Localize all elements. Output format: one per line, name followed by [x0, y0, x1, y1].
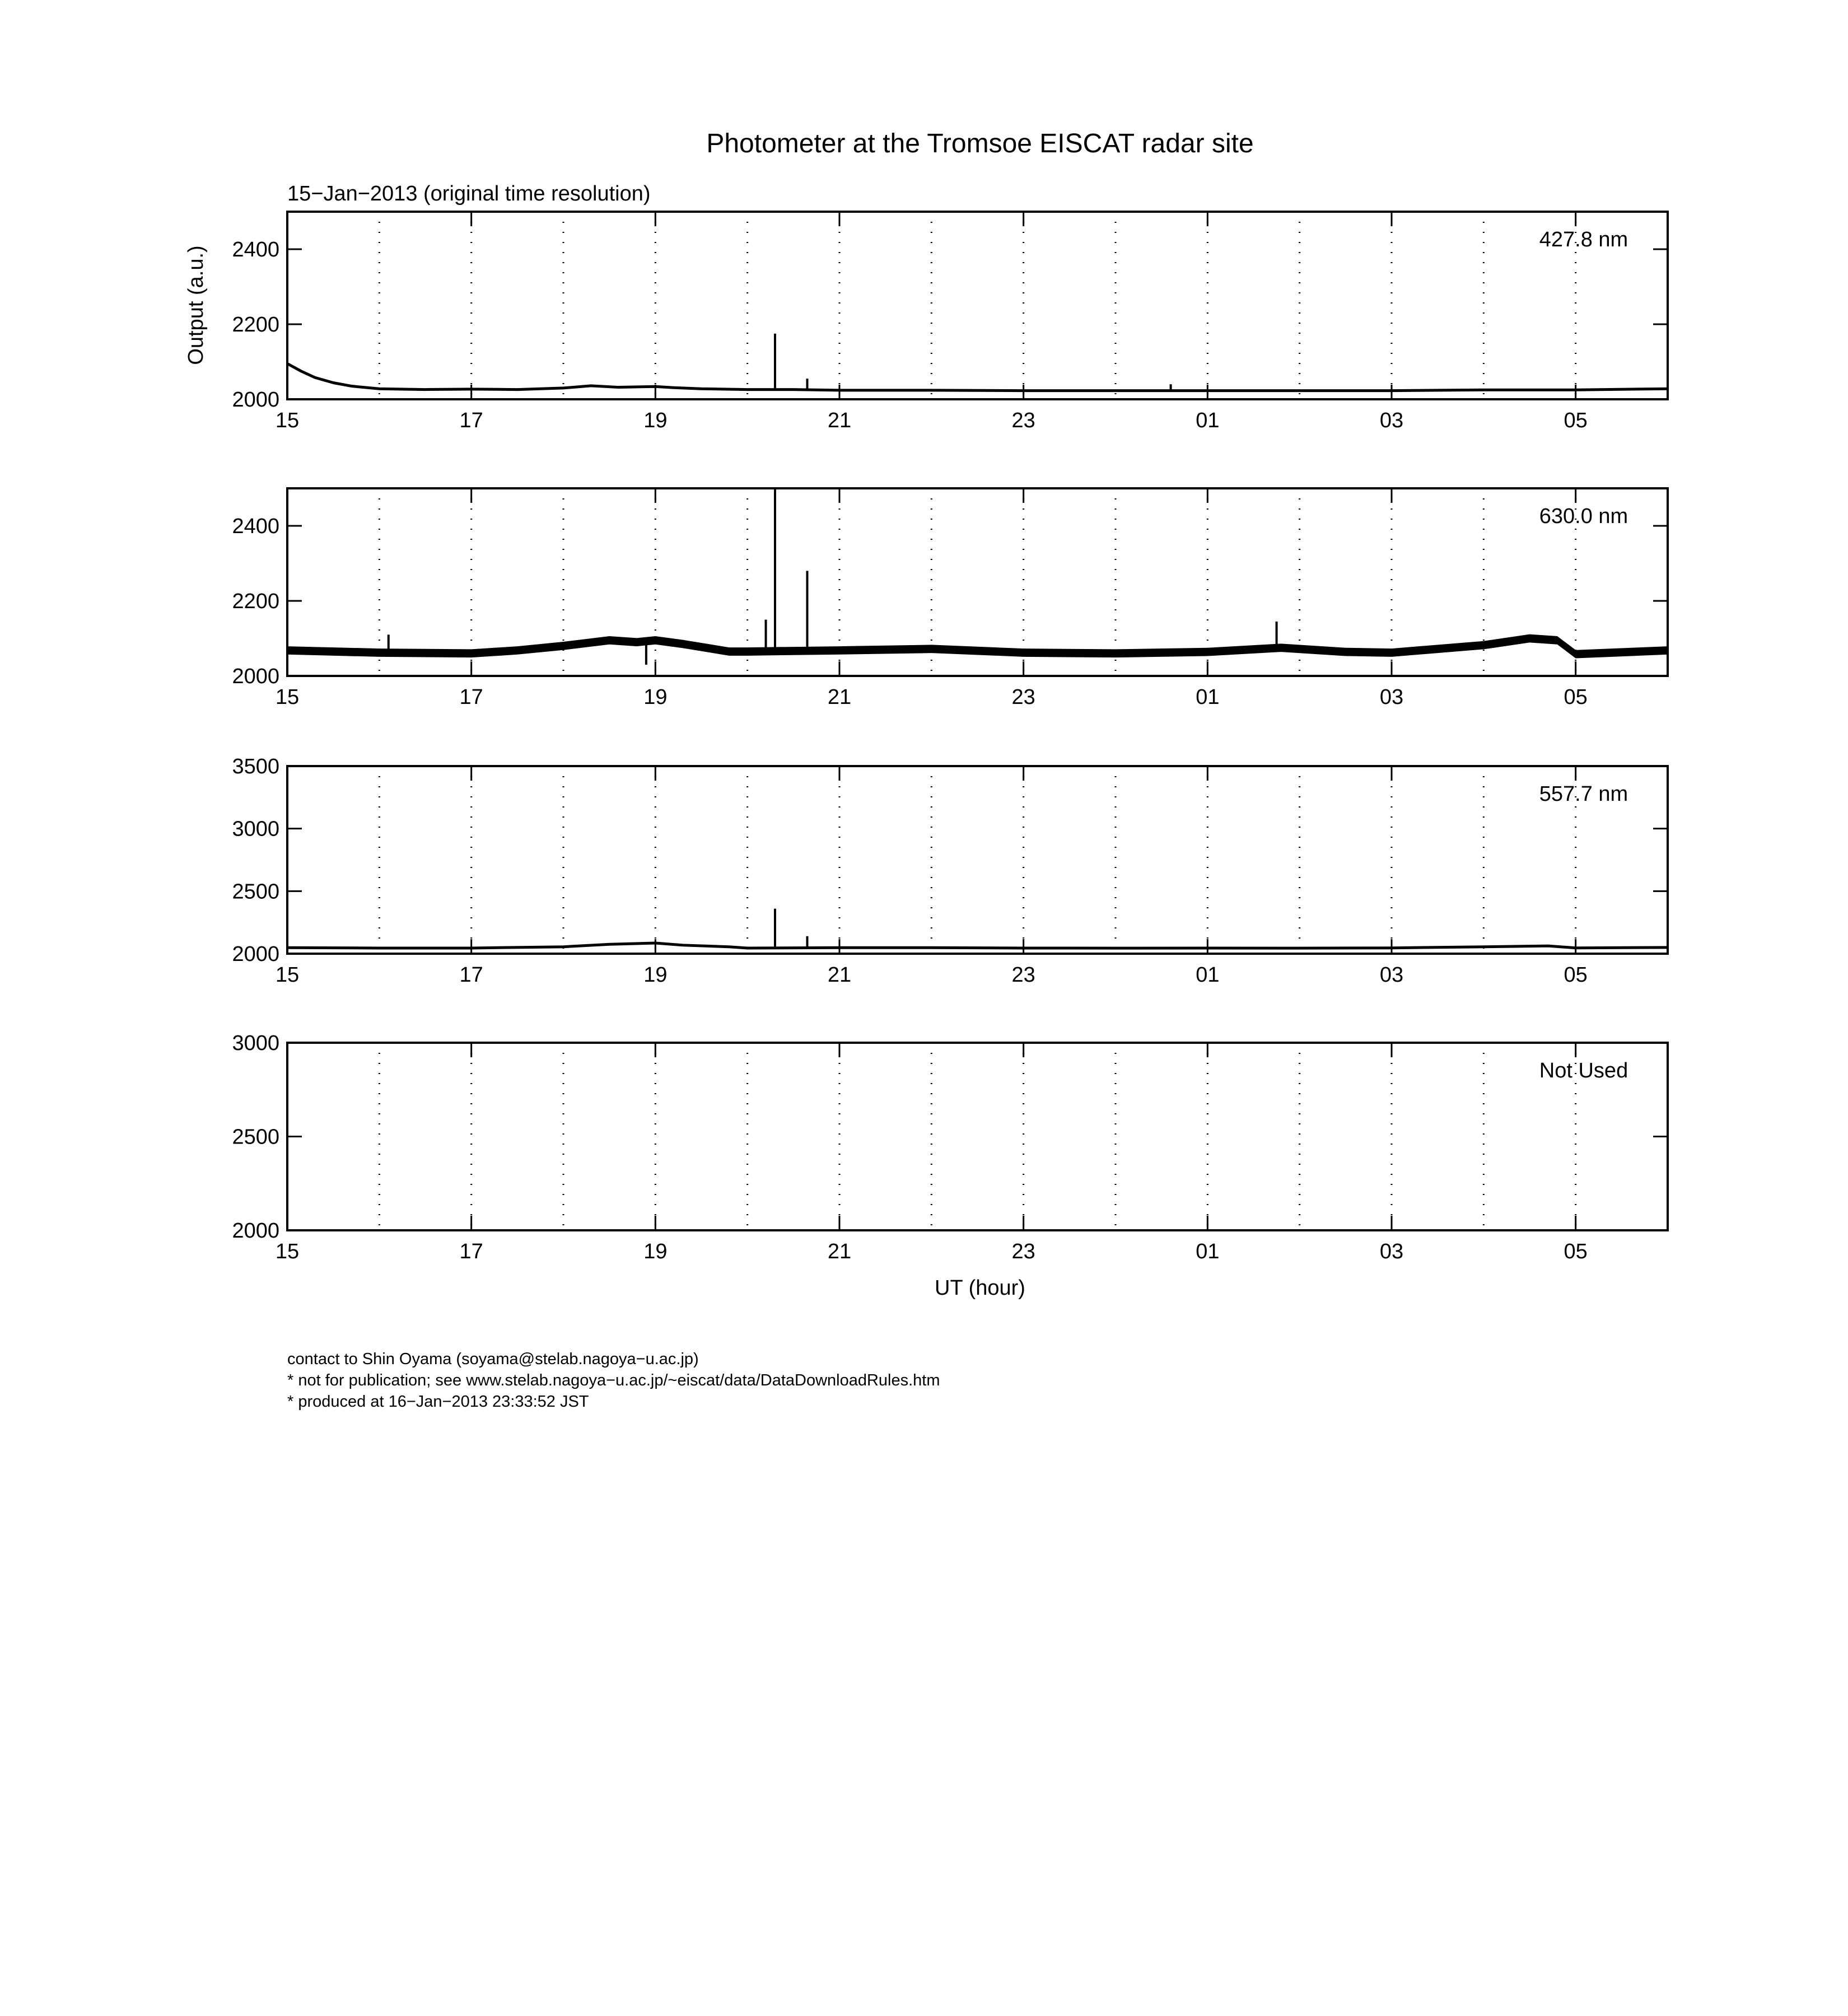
x-tick-label: 03 — [1379, 963, 1404, 987]
x-tick-label: 21 — [827, 685, 852, 709]
y-axis-label: Output (a.u.) — [184, 245, 208, 365]
x-tick-label: 23 — [1011, 1240, 1035, 1263]
x-tick-label: 21 — [827, 409, 852, 432]
x-tick-label: 19 — [643, 963, 668, 987]
y-tick-label: 3000 — [232, 1032, 279, 1055]
x-tick-label: 01 — [1196, 685, 1220, 709]
panel-1 — [232, 212, 1668, 432]
y-tick-label: 2500 — [232, 1125, 279, 1149]
x-tick-label: 15 — [275, 685, 300, 709]
x-tick-label: 19 — [643, 685, 668, 709]
series-line — [287, 363, 1668, 390]
x-tick-label: 05 — [1564, 963, 1588, 987]
x-tick-label: 21 — [827, 1240, 852, 1263]
y-tick-label: 2000 — [232, 942, 279, 966]
produced-timestamp: * produced at 16−Jan−2013 23:33:52 JST — [287, 1393, 589, 1411]
y-tick-label: 2400 — [232, 515, 279, 538]
panel-frame — [287, 1043, 1668, 1230]
x-tick-label: 01 — [1196, 963, 1220, 987]
x-tick-label: 23 — [1011, 685, 1035, 709]
x-tick-label: 17 — [459, 409, 483, 432]
x-tick-label: 17 — [459, 1240, 483, 1263]
x-tick-label: 21 — [827, 963, 852, 987]
y-tick-label: 2500 — [232, 880, 279, 904]
series-noise-band — [287, 363, 1668, 391]
x-tick-label: 23 — [1011, 963, 1035, 987]
x-tick-label: 15 — [275, 963, 300, 987]
y-tick-label: 2000 — [232, 665, 279, 688]
x-tick-label: 19 — [643, 1240, 668, 1263]
chart-subtitle: 15−Jan−2013 (original time resolution) — [287, 182, 651, 206]
chart-panels — [232, 212, 1668, 1263]
y-tick-label: 2000 — [232, 1219, 279, 1243]
panel-4 — [232, 1032, 1668, 1263]
y-tick-label: 3500 — [232, 755, 279, 778]
y-tick-label: 2400 — [232, 238, 279, 262]
panel-label: 630.0 nm — [1539, 505, 1628, 528]
y-tick-label: 3000 — [232, 817, 279, 841]
x-tick-label: 03 — [1379, 409, 1404, 432]
series-line — [287, 943, 1668, 948]
chart-title: Photometer at the Tromsoe EISCAT radar site — [706, 129, 1254, 158]
x-tick-label: 17 — [459, 685, 483, 709]
publication-note: * not for publication; see www.stelab.nagoya−u.ac.jp/~eiscat/data/DataDownloadRules.htm — [287, 1371, 940, 1389]
panel-3 — [232, 755, 1668, 987]
series-line — [287, 638, 1668, 654]
x-tick-label: 01 — [1196, 1240, 1220, 1263]
x-tick-label: 19 — [643, 409, 668, 432]
panel-frame — [287, 766, 1668, 954]
x-axis-label: UT (hour) — [935, 1276, 1025, 1300]
footer-notes — [287, 1348, 940, 1412]
x-tick-label: 15 — [275, 1240, 300, 1263]
x-tick-label: 03 — [1379, 685, 1404, 709]
y-tick-label: 2200 — [232, 590, 279, 613]
x-tick-label: 05 — [1564, 1240, 1588, 1263]
panel-label: Not Used — [1539, 1059, 1628, 1082]
panel-frame — [287, 212, 1668, 399]
x-tick-label: 05 — [1564, 685, 1588, 709]
contact-line: contact to Shin Oyama (soyama@stelab.nagoya−u.ac.jp) — [287, 1350, 699, 1368]
panel-label: 427.8 nm — [1539, 228, 1628, 251]
x-tick-label: 15 — [275, 409, 300, 432]
x-tick-label: 05 — [1564, 409, 1588, 432]
panel-2 — [232, 488, 1668, 709]
x-tick-label: 23 — [1011, 409, 1035, 432]
y-tick-label: 2000 — [232, 388, 279, 412]
x-tick-label: 01 — [1196, 409, 1220, 432]
x-tick-label: 17 — [459, 963, 483, 987]
x-tick-label: 03 — [1379, 1240, 1404, 1263]
y-tick-label: 2200 — [232, 313, 279, 337]
panel-label: 557.7 nm — [1539, 782, 1628, 806]
